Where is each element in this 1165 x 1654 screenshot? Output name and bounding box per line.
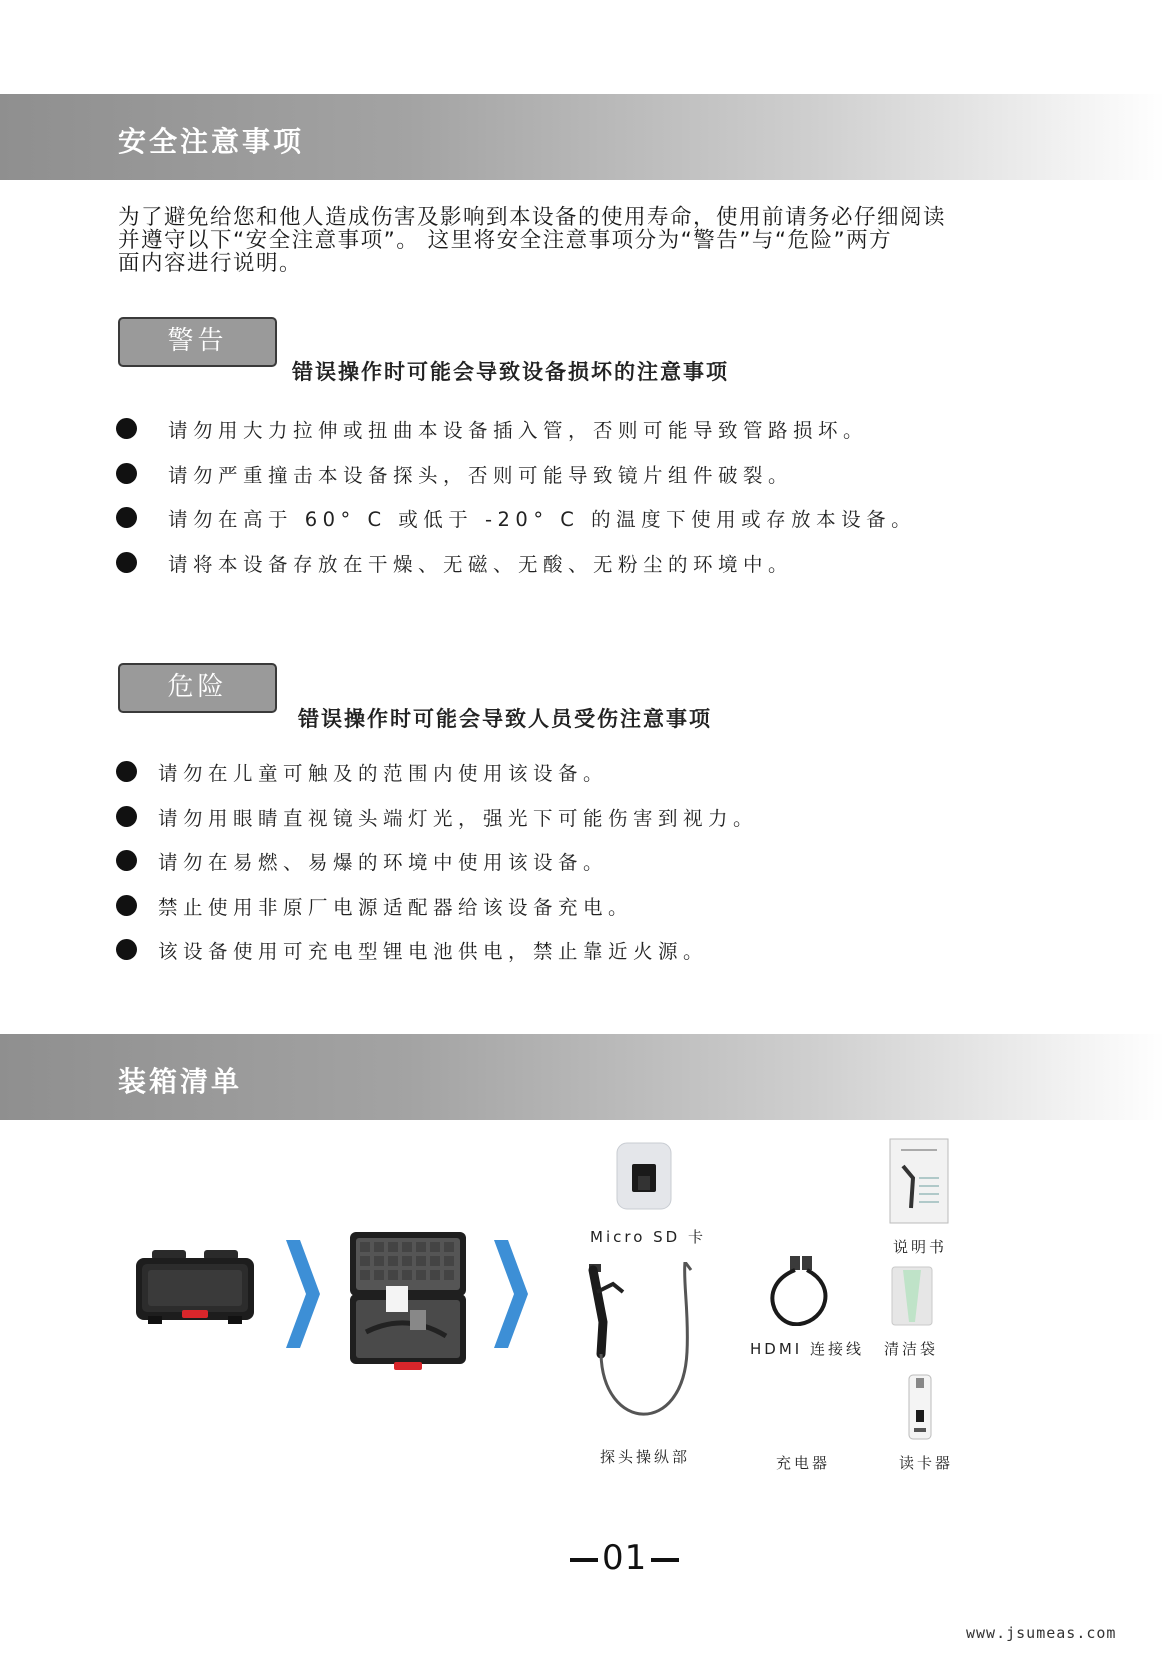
bullet-icon: [116, 463, 137, 484]
bullet-icon: [116, 939, 137, 960]
intro-line: 为了避免给您和他人造成伤害及影响到本设备的使用寿命，使用前请务必仔细阅读: [118, 205, 947, 230]
manual-label: 说明书: [893, 1238, 948, 1256]
bullet-icon: [116, 850, 137, 871]
bullet-icon: [116, 552, 137, 573]
bullet-icon: [116, 761, 137, 782]
dash-icon: [570, 1558, 598, 1562]
micro-sd-image: [616, 1142, 672, 1210]
probe-image: [583, 1262, 699, 1442]
chevron-right-icon: [494, 1240, 528, 1348]
hdmi-label: HDMI 连接线: [750, 1340, 864, 1358]
open-case-image: [346, 1232, 470, 1372]
charger-label: 充电器: [776, 1454, 831, 1472]
site-url: www.jsumeas.com: [966, 1624, 1117, 1642]
section-title-packing: 装箱清单: [118, 1065, 243, 1098]
cleaning-bag-label: 清洁袋: [884, 1340, 939, 1358]
section-title-safety: 安全注意事项: [118, 125, 305, 158]
intro-line: 并遵守以下“安全注意事项”。 这里将安全注意事项分为“警告”与“危险”两方: [118, 228, 893, 253]
intro-line: 面内容进行说明。: [118, 251, 303, 276]
bullet-icon: [116, 806, 137, 827]
card-reader-image: [908, 1374, 932, 1440]
warning-description: 错误操作时可能会导致设备损坏的注意事项: [292, 360, 729, 384]
page-number: 01: [566, 1538, 683, 1578]
closed-case-image: [134, 1250, 256, 1330]
section-banner-safety: [0, 94, 1165, 180]
card-reader-label: 读卡器: [899, 1454, 954, 1472]
manual-image: [889, 1138, 949, 1224]
danger-description: 错误操作时可能会导致人员受伤注意事项: [298, 707, 712, 731]
bullet-icon: [116, 418, 137, 439]
danger-tag: 危险: [118, 663, 277, 713]
bullet-icon: [116, 895, 137, 916]
intro-paragraph: [118, 206, 1018, 275]
cleaning-bag-image: [891, 1266, 933, 1326]
dash-icon: [651, 1558, 679, 1562]
hdmi-cable-image: [766, 1256, 834, 1326]
chevron-right-icon: [286, 1240, 320, 1348]
micro-sd-label: Micro SD 卡: [590, 1228, 706, 1246]
section-banner-packing: [0, 1034, 1165, 1120]
probe-label: 探头操纵部: [600, 1448, 691, 1466]
bullet-icon: [116, 507, 137, 528]
warning-tag: 警告: [118, 317, 277, 367]
